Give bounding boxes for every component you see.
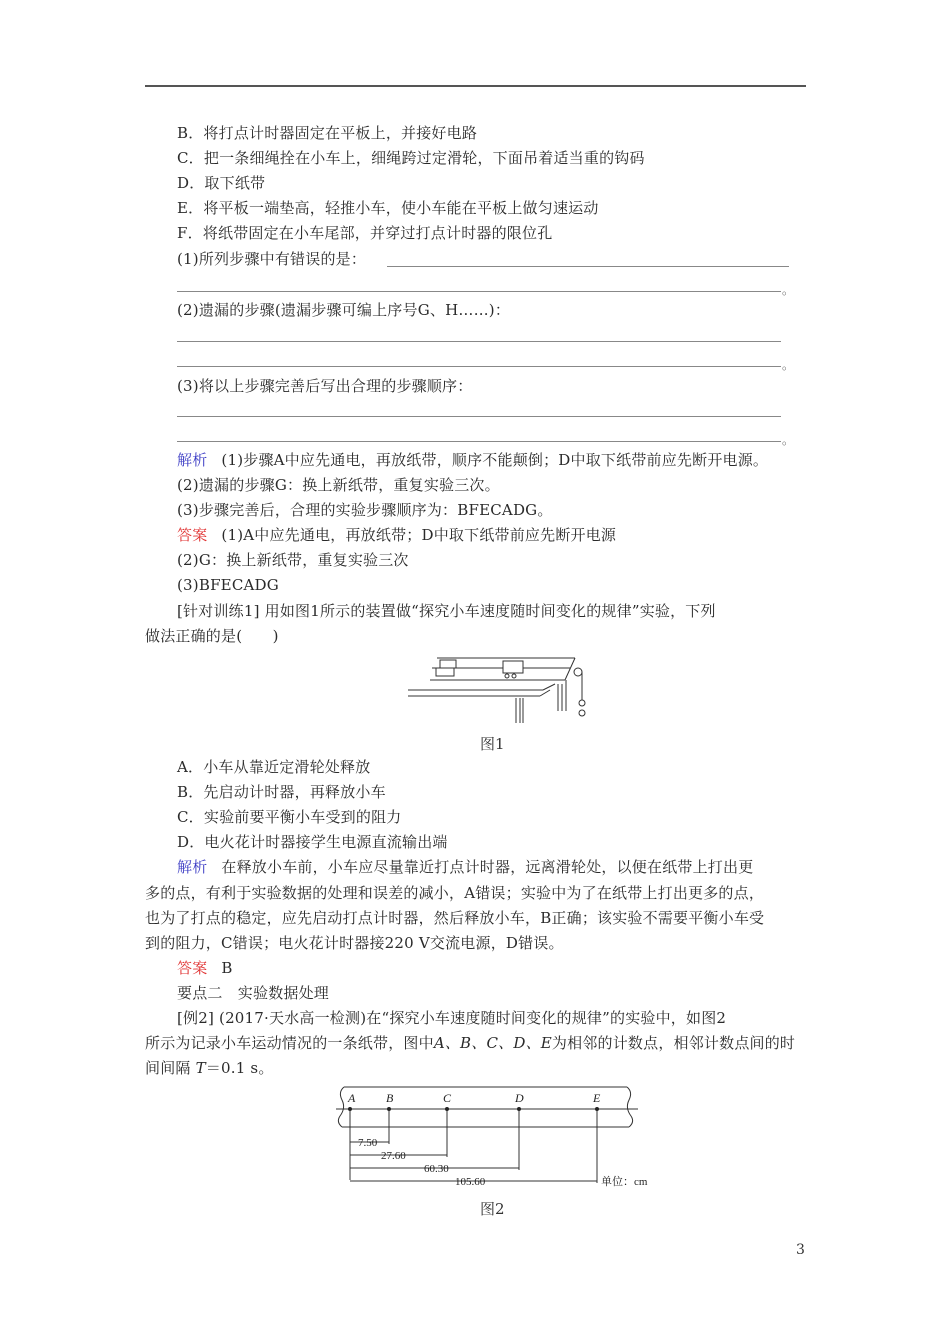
figure-1-apparatus-diagram [400,650,590,725]
step-c: C．把一条细绳拴在小车上，细绳跨过定滑轮，下面吊着适当重的钩码 [177,149,645,167]
point-label-c: C [443,1091,452,1105]
answer-blank[interactable] [177,291,781,292]
section-heading: 要点二 实验数据处理 [177,984,330,1002]
answer-2: 答案 B [177,959,233,977]
period: 。 [782,283,795,297]
distance-ab: 7.50 [358,1137,378,1149]
answer-blank[interactable] [387,266,789,267]
analysis-label: 解析 [177,858,208,876]
example-2-line-3: 间间隔 T＝0.1 s。 [145,1059,274,1077]
exercise-1-stem-line-1: [针对训练1] 用如图1所示的装置做“探究小车速度随时间变化的规律”实验，下列 [177,602,716,620]
answer-blank[interactable] [177,441,781,442]
analysis-label: 解析 [177,451,208,469]
answer-1-line-2: (2)G：换上新纸带，重复实验三次 [177,551,409,569]
answer-1-line-3: (3)BFECADG [177,576,279,594]
point-label-e: E [593,1091,601,1105]
example-2-line-1: [例2] (2017·天水高一检测)在“探究小车速度随时间变化的规律”的实验中，如图2 [177,1009,727,1027]
step-d: D．取下纸带 [177,174,266,192]
analysis-2-line-4: 到的阻力，C错误；电火花计时器接220 V交流电源，D错误。 [145,934,564,952]
distance-ac: 27.60 [381,1150,406,1162]
answer-blank[interactable] [177,341,781,342]
step-e: E．将平板一端垫高，轻推小车，使小车能在平板上做匀速运动 [177,199,599,217]
option-d: D．电火花计时器接学生电源直流输出端 [177,833,448,851]
option-b: B．先启动计时器，再释放小车 [177,783,386,801]
point-label-d: D [515,1091,524,1105]
option-c: C．实验前要平衡小车受到的阻力 [177,808,402,826]
step-b: B．将打点计时器固定在平板上，并接好电路 [177,124,478,142]
analysis-2-line-2: 多的点，有利于实验数据的处理和误差的减小，A错误；实验中为了在纸带上打出更多的点， [145,884,765,902]
analysis-2-line-1: 解析 在释放小车前，小车应尽量靠近打点计时器，远离滑轮处，以便在纸带上打出更 [177,858,754,876]
answer-1-line-1: 答案 (1)A中应先通电，再放纸带；D中取下纸带前应先断开电源 [177,526,617,544]
figure-2-caption: 图2 [480,1200,505,1218]
answer-label: 答案 [177,526,208,544]
unit-label: 单位：cm [601,1176,648,1188]
step-f: F．将纸带固定在小车尾部，并穿过打点计时器的限位孔 [177,224,553,242]
answer-blank[interactable] [177,366,781,367]
question-1: (1)所列步骤中有错误的是： [177,250,367,268]
header-rule [145,85,806,87]
option-a: A．小车从靠近定滑轮处释放 [177,758,371,776]
answer-label: 答案 [177,959,208,977]
question-3: (3)将以上步骤完善后写出合理的步骤顺序： [177,377,473,395]
distance-ae: 105.60 [455,1176,486,1188]
analysis-2-line-3: 也为了打点的稳定，应先启动打点计时器，然后释放小车，B正确；该实验不需要平衡小车受 [145,909,765,927]
exercise-1-stem-line-2: 做法正确的是( ) [145,627,279,645]
page-number: 3 [796,1242,805,1258]
analysis-1-line-1: 解析 (1)步骤A中应先通电，再放纸带，顺序不能颠倒；D中取下纸带前应先断开电源。 [177,451,769,469]
analysis-1-line-2: (2)遗漏的步骤G：换上新纸带，重复实验三次。 [177,476,500,494]
distance-ad: 60.30 [424,1163,449,1175]
point-label-b: B [386,1091,394,1105]
analysis-1-line-3: (3)步骤完善后，合理的实验步骤顺序为：BFECADG。 [177,501,553,519]
figure-1-caption: 图1 [480,735,505,753]
period: 。 [782,433,795,447]
period: 。 [782,358,795,372]
answer-blank[interactable] [177,416,781,417]
figure-2-paper-tape-diagram [320,1082,660,1192]
point-label-a: A [348,1091,356,1105]
question-2: (2)遗漏的步骤(遗漏步骤可编上序号G、H……)： [177,301,511,319]
example-2-line-2: 所示为记录小车运动情况的一条纸带，图中A、B、C、D、E为相邻的计数点，相邻计数点间的时 [145,1034,796,1052]
